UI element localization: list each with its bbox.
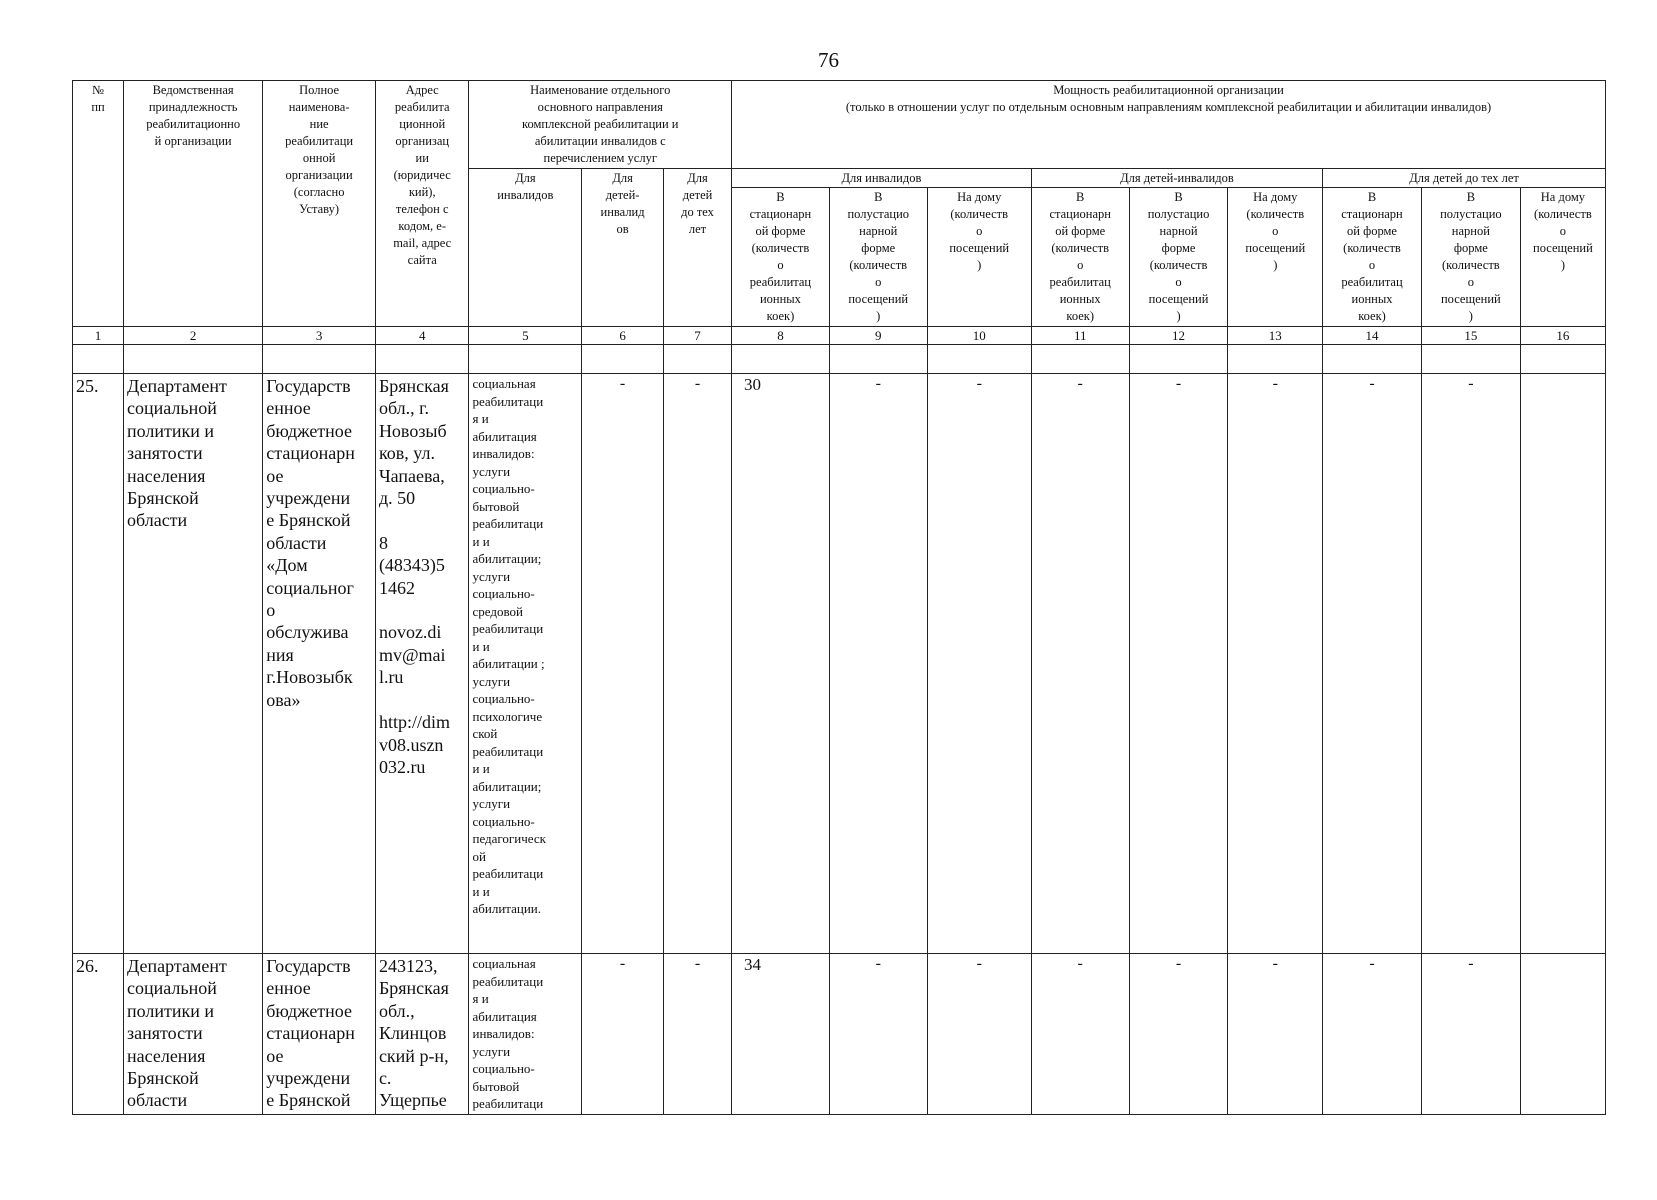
column-number: 9 (829, 327, 927, 345)
row-for-young-cell: - (664, 374, 732, 954)
header-semistationary-young: В полустацио нарной форме (количеств о посещений ) (1421, 188, 1520, 327)
row-cell: - (1323, 374, 1422, 954)
header-stationary-disabled: В стационарн ой форме (количеств о реабилитац ионных коек) (732, 188, 830, 327)
header-for-disabled-children: Для детей- инвалид ов (582, 169, 664, 327)
row-address: 243123, Брянская обл., Клинцов ский р-н, с. Ущерпье (375, 954, 469, 1115)
row-number: 26. (73, 954, 124, 1115)
row-stationary-beds: 30 (732, 374, 830, 954)
row-services: социальная реабилитаци я и абилитация инвалидов: услуги социально- бытовой реабилитаци и и абилитации; услуги социально- средовой реабилитаци и и абилитации ; услуги социально- психологиче ской реабилитаци и и абилитации; услуги социально- педагогическ ой реабилитаци и и абилитации. (469, 374, 582, 954)
row-department: Департамент социальной политики и занятости населения Брянской области (124, 374, 263, 954)
column-number: 1 (73, 327, 124, 345)
row-cell: - (1228, 374, 1323, 954)
header-capacity-group: Мощность реабилитационной организации (только в отношении услуг по отдельным основным направлениям комплексной реабилитации и абилитации инвалидов) (732, 81, 1606, 169)
column-number: 3 (263, 327, 376, 345)
header-stationary-young: В стационарн ой форме (количеств о реабилитац ионных коек) (1323, 188, 1422, 327)
row-cell: - (1323, 954, 1422, 1115)
row-cell (1520, 374, 1605, 954)
header-home-children: На дому (количеств о посещений ) (1228, 188, 1323, 327)
row-for-children-cell: - (582, 954, 664, 1115)
header-for-young-children: Для детей до тех лет (664, 169, 732, 327)
header-home-young: На дому (количеств о посещений ) (1520, 188, 1605, 327)
row-for-children-cell: - (582, 374, 664, 954)
table-row (73, 374, 1606, 954)
table-row (73, 954, 1606, 1115)
row-organization-name: Государств енное бюджетное стационарн ое учреждени е Брянской области «Дом социальног о обслужива ния г.Новозыбк ова» (263, 374, 376, 954)
column-number: 10 (927, 327, 1031, 345)
column-number: 16 (1520, 327, 1605, 345)
row-cell: - (1031, 954, 1129, 1115)
column-number: 5 (469, 327, 582, 345)
column-number: 8 (732, 327, 830, 345)
row-cell: - (927, 954, 1031, 1115)
row-department: Департамент социальной политики и занятости населения Брянской области (124, 954, 263, 1115)
row-services: социальная реабилитаци я и абилитация инвалидов: услуги социально- бытовой реабилитаци (469, 954, 582, 1115)
row-address: Брянская обл., г. Новозыб ков, ул. Чапаева, д. 50 8 (48343)5 1462 novoz.di mv@mai l.ru http://dim v08.uszn 032.ru (375, 374, 469, 954)
header-home-disabled: На дому (количеств о посещений ) (927, 188, 1031, 327)
page-number: 76 (818, 48, 839, 72)
header-number: № пп (73, 81, 124, 327)
row-cell: - (1031, 374, 1129, 954)
column-number: 7 (664, 327, 732, 345)
row-cell: - (1421, 374, 1520, 954)
column-number: 13 (1228, 327, 1323, 345)
row-cell: - (927, 374, 1031, 954)
subheader-disabled: Для инвалидов (732, 169, 1032, 188)
row-cell: - (1129, 374, 1228, 954)
column-number-row (73, 327, 1606, 345)
header-semistationary-disabled: В полустацио нарной форме (количеств о посещений ) (829, 188, 927, 327)
header-stationary-children: В стационарн ой форме (количеств о реабилитац ионных коек) (1031, 188, 1129, 327)
row-cell: - (1129, 954, 1228, 1115)
header-semistationary-children: В полустацио нарной форме (количеств о посещений ) (1129, 188, 1228, 327)
row-cell: - (829, 954, 927, 1115)
row-stationary-beds: 34 (732, 954, 830, 1115)
header-department: Ведомственная принадлежность реабилитационно й организации (124, 81, 263, 327)
row-cell: - (1228, 954, 1323, 1115)
column-number: 11 (1031, 327, 1129, 345)
subheader-young-children: Для детей до тех лет (1323, 169, 1606, 188)
header-full-name: Полное наименова- ние реабилитаци онной организации (согласно Уставу) (263, 81, 376, 327)
header-directions-group: Наименование отдельного основного направления комплексной реабилитации и абилитации инвалидов с перечислением услуг (469, 81, 732, 169)
header-address: Адрес реабилита ционной организац ии (юридичес кий), телефон с кодом, e- mail, адрес сайта (375, 81, 469, 327)
row-number: 25. (73, 374, 124, 954)
row-cell (1520, 954, 1605, 1115)
header-for-disabled: Для инвалидов (469, 169, 582, 327)
column-number: 6 (582, 327, 664, 345)
rehabilitation-organizations-table (72, 80, 1606, 1115)
column-number: 14 (1323, 327, 1422, 345)
spacer-row (73, 345, 1606, 374)
subheader-disabled-children: Для детей-инвалидов (1031, 169, 1322, 188)
row-organization-name: Государств енное бюджетное стационарн ое учреждени е Брянской (263, 954, 376, 1115)
row-cell: - (829, 374, 927, 954)
row-cell: - (1421, 954, 1520, 1115)
column-number: 2 (124, 327, 263, 345)
row-for-young-cell: - (664, 954, 732, 1115)
column-number: 12 (1129, 327, 1228, 345)
column-number: 4 (375, 327, 469, 345)
column-number: 15 (1421, 327, 1520, 345)
